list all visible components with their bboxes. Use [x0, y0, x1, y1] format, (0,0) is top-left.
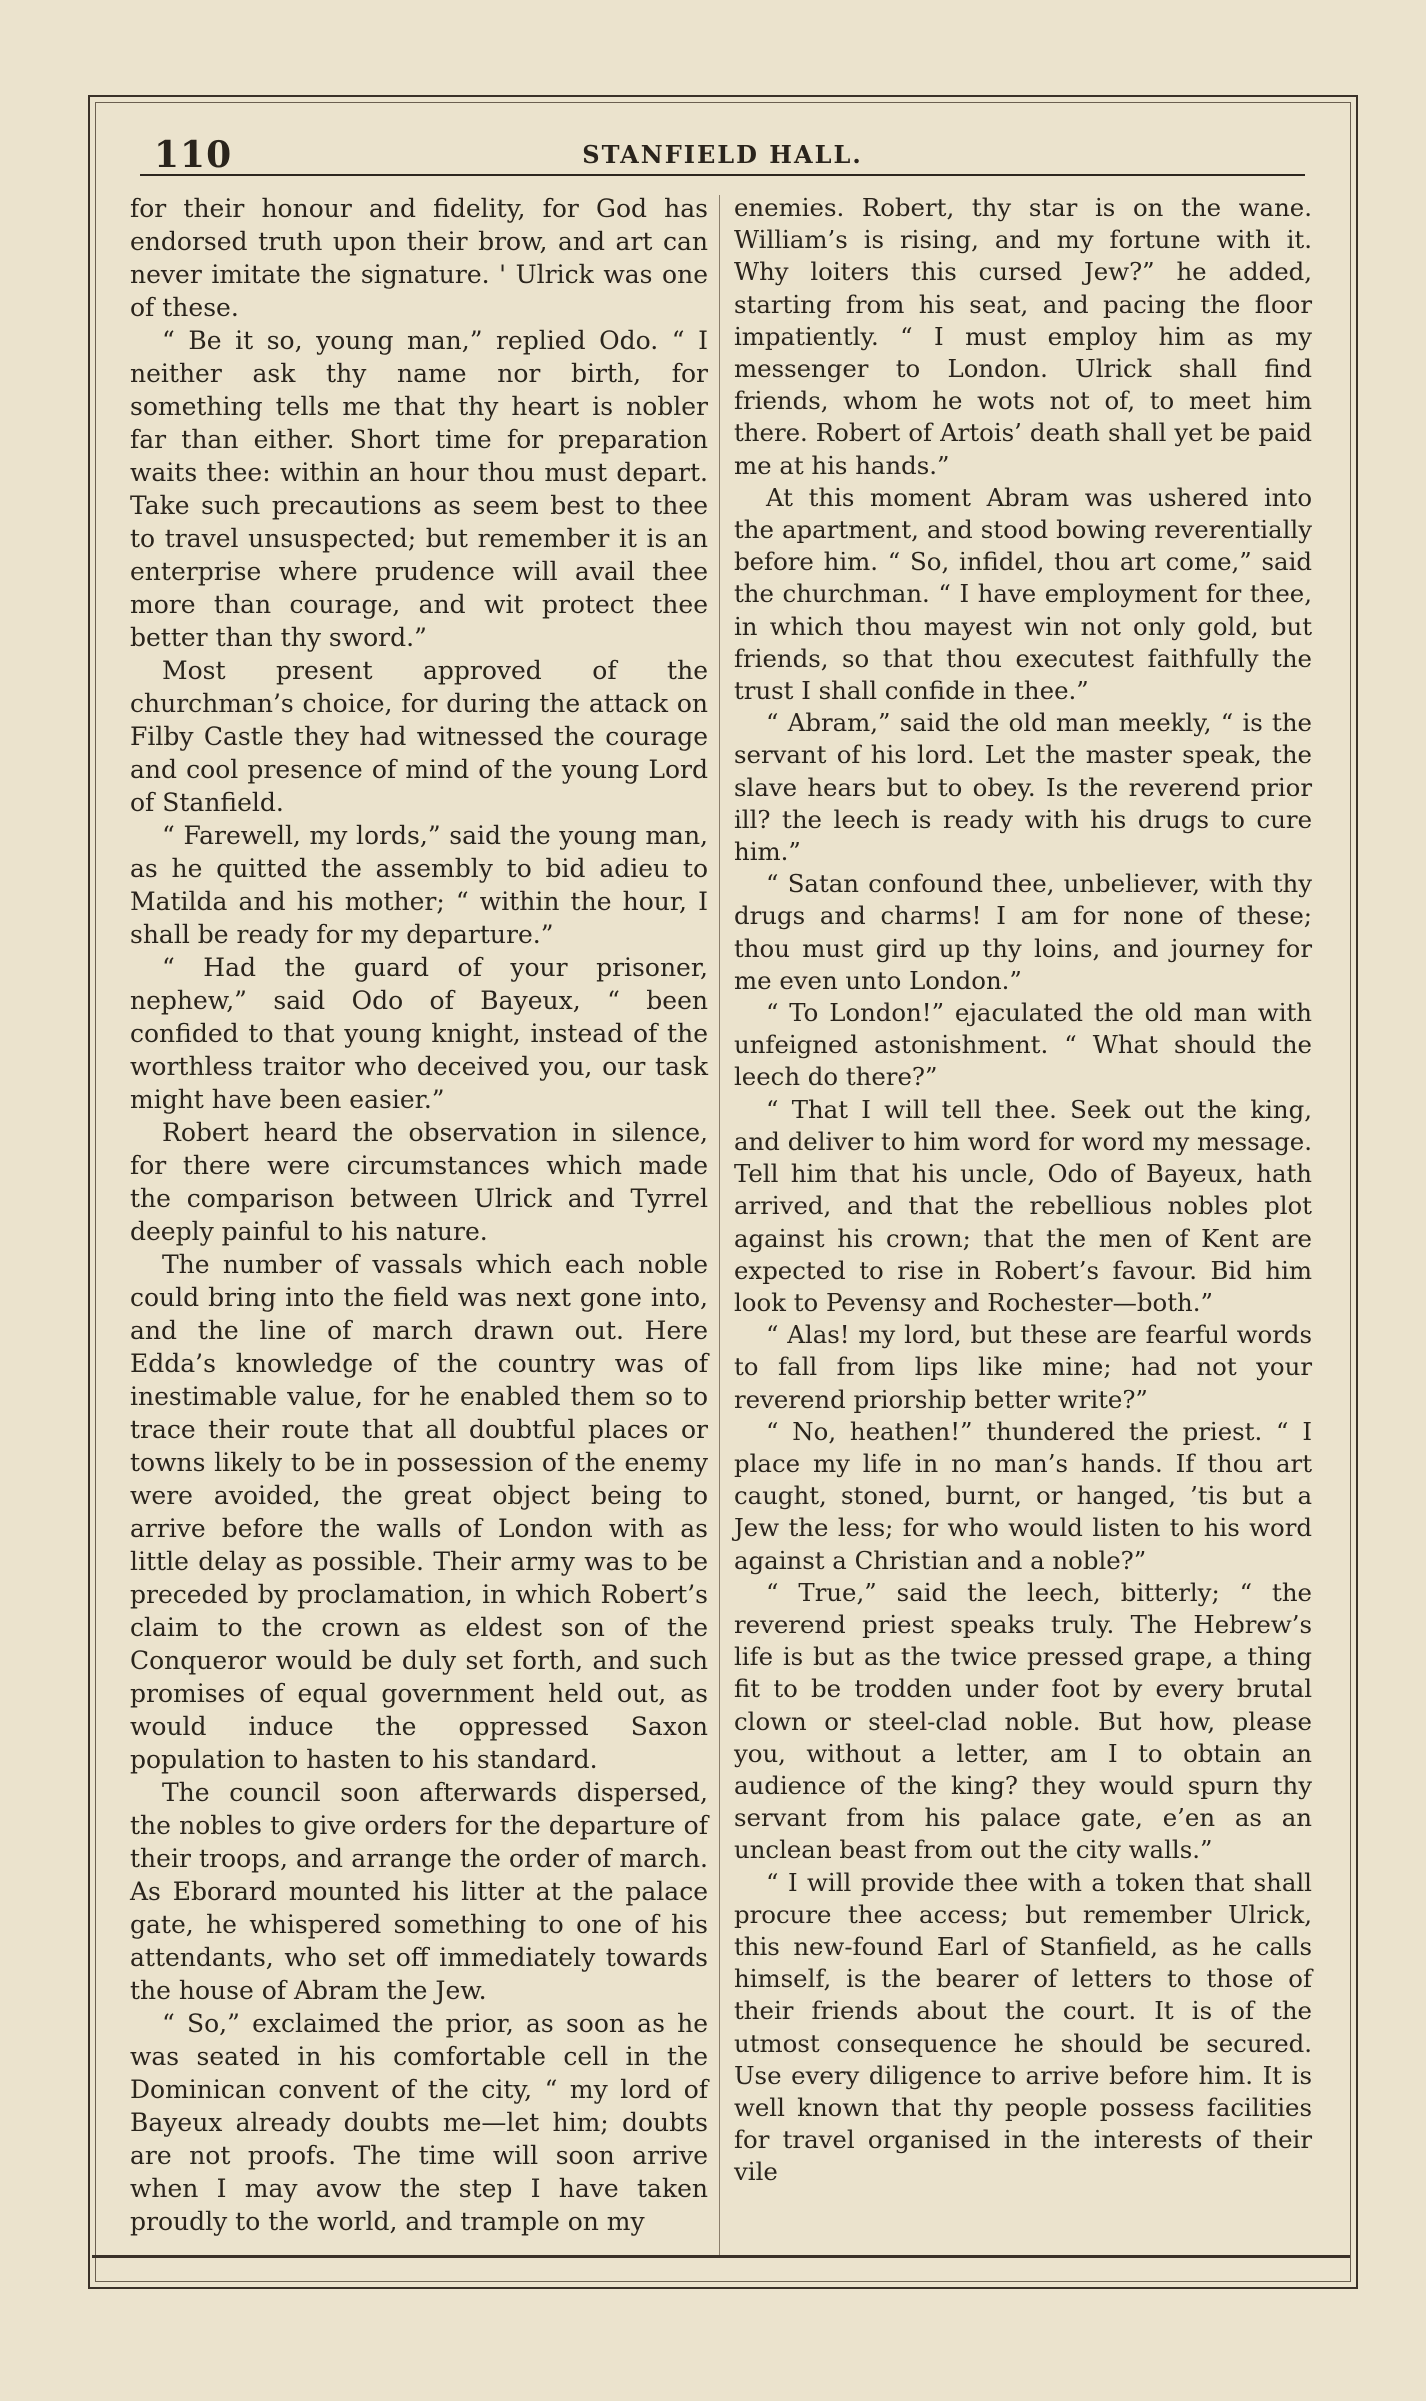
paragraph: “ Satan confound thee, unbeliever, with thy drugs and charms! I am for none of these; thou must gird up thy loins, and journey for me even unto London.”	[734, 869, 1312, 995]
paragraph: Robert heard the observation in silence, for there were circumstances which made the comparison between Ulrick and Tyrrel deeply painful to his nature.	[130, 1118, 708, 1246]
paragraph: “ No, heathen!” thundered the priest. “ I place my life in no man’s hands. If thou art caught, stoned, burnt, or hanged, ’tis but a Jew the less; for who would listen to his word against a Christian and a noble?”	[734, 1416, 1312, 1575]
paragraph: “ True,” said the leech, bitterly; “ the reverend priest speaks truly. The Hebrew’s life is but as the twice pressed grape, a thing fit to be trodden under foot by every brutal clown or steel-clad noble. But how, please you, without a letter, am I to obtain an audience of the king? they would spurn thy servant from his palace gate, e’en as an unclean beast from out the city walls.”	[734, 1577, 1312, 1865]
page-number: 110	[154, 134, 233, 176]
paragraph: The number of vassals which each noble could bring into the field was next gone into, and the line of march drawn out. Here Edda’s knowledge of the country was of inestimable value, for he enabled them so to trace their route that all doubtful places or towns likely to be in possession of the enemy were avoided, the great object being to arrive before the walls of London with as little delay as possible. Their army was to be preceded by proclamation, in which Robert’s claim to the crown as eldest son of the Conqueror would be duly set forth, and such promises of equal government held out, as would induce the oppressed Saxon population to hasten to his standard.	[130, 1250, 708, 1774]
paragraph: “ Be it so, young man,” replied Odo. “ I neither ask thy name nor birth, for something tells me that thy heart is nobler far than either. Short time for preparation waits thee: within an hour thou must depart. Take such precautions as seem best to thee to travel unsuspected; but remember it is an enterprise where prudence will avail thee more than courage, and wit protect thee better than thy sword.”	[130, 326, 708, 652]
paragraph: “ That I will tell thee. Seek out the king, and deliver to him word for word my message. Tell him that his uncle, Odo of Bayeux, hath arrived, and that the rebellious nobles plot against his crown; that the men of Kent are expected to rise in Robert’s favour. Bid him look to Pevensy and Rochester—both.”	[734, 1094, 1312, 1317]
running-title: STANFIELD HALL.	[582, 140, 863, 169]
paragraph: “ Abram,” said the old man meekly, “ is the servant of his lord. Let the master speak, the slave hears but to obey. Is the reverend prior ill? the leech is ready with his drugs to cure him.”	[734, 708, 1312, 867]
paragraph: “ To London!” ejaculated the old man with unfeigned astonishment. “ What should the leech do there?”	[734, 998, 1312, 1092]
right-column	[734, 192, 1312, 2189]
left-column	[130, 192, 708, 2238]
paragraph: The council soon afterwards dispersed, the nobles to give orders for the departure of their troops, and arrange the order of march. As Eborard mounted his litter at the palace gate, he whispered something to one of his attendants, who set off immediately towards the house of Abram the Jew.	[130, 1778, 708, 2005]
paragraph: for their honour and fidelity, for God has endorsed truth upon their brow, and art can never imitate the signature. ' Ulrick was one of these.	[130, 194, 708, 322]
paragraph: “ Had the guard of your prisoner, nephew,” said Odo of Bayeux, “ been confided to that young knight, instead of the worthless traitor who deceived you, our task might have been easier.”	[130, 953, 708, 1114]
running-header	[140, 130, 1305, 176]
paragraph: At this moment Abram was ushered into the apartment, and stood bowing reverentially before him. “ So, infidel, thou art come,” said the churchman. “ I have employment for thee, in which thou mayest win not only gold, but friends, so that thou executest faithfully the trust I shall confide in thee.”	[734, 482, 1312, 706]
column-divider	[719, 195, 720, 2255]
paragraph: enemies. Robert, thy star is on the wane. William’s is rising, and my fortune with it. Why loiters this cursed Jew?” he added, starting from his seat, and pacing the floor impatiently. “ I must employ him as my messenger to London. Ulrick shall find friends, whom he wots not of, to meet him there. Robert of Artois’ death shall yet be paid me at his hands.”	[734, 193, 1312, 480]
paragraph: “ I will provide thee with a token that shall procure thee access; but remember Ulrick, this new-found Earl of Stanfield, as he calls himself, is the bearer of letters to those of their friends about the court. It is of the utmost consequence he should be secured. Use every diligence to arrive before him. It is well known that thy people possess facilities for travel organised in the interests of their vile	[734, 1867, 1312, 2187]
paragraph: “ So,” exclaimed the prior, as soon as he was seated in his comfortable cell in the Dominican convent of the city, “ my lord of Bayeux already doubts me—let him; doubts are not proofs. The time will soon arrive when I may avow the step I have taken proudly to the world, and trample on my	[130, 2009, 708, 2236]
paragraph: “ Farewell, my lords,” said the young man, as he quitted the assembly to bid adieu to Matilda and his mother; “ within the hour, I shall be ready for my departure.”	[130, 821, 708, 949]
paragraph: Most present approved of the churchman’s choice, for during the attack on Filby Castle they had witnessed the courage and cool presence of mind of the young Lord of Stanfield.	[130, 656, 708, 817]
bottom-rule	[92, 2255, 1350, 2258]
paragraph: “ Alas! my lord, but these are fearful words to fall from lips like mine; had not your reverend priorship better write?”	[734, 1320, 1312, 1414]
